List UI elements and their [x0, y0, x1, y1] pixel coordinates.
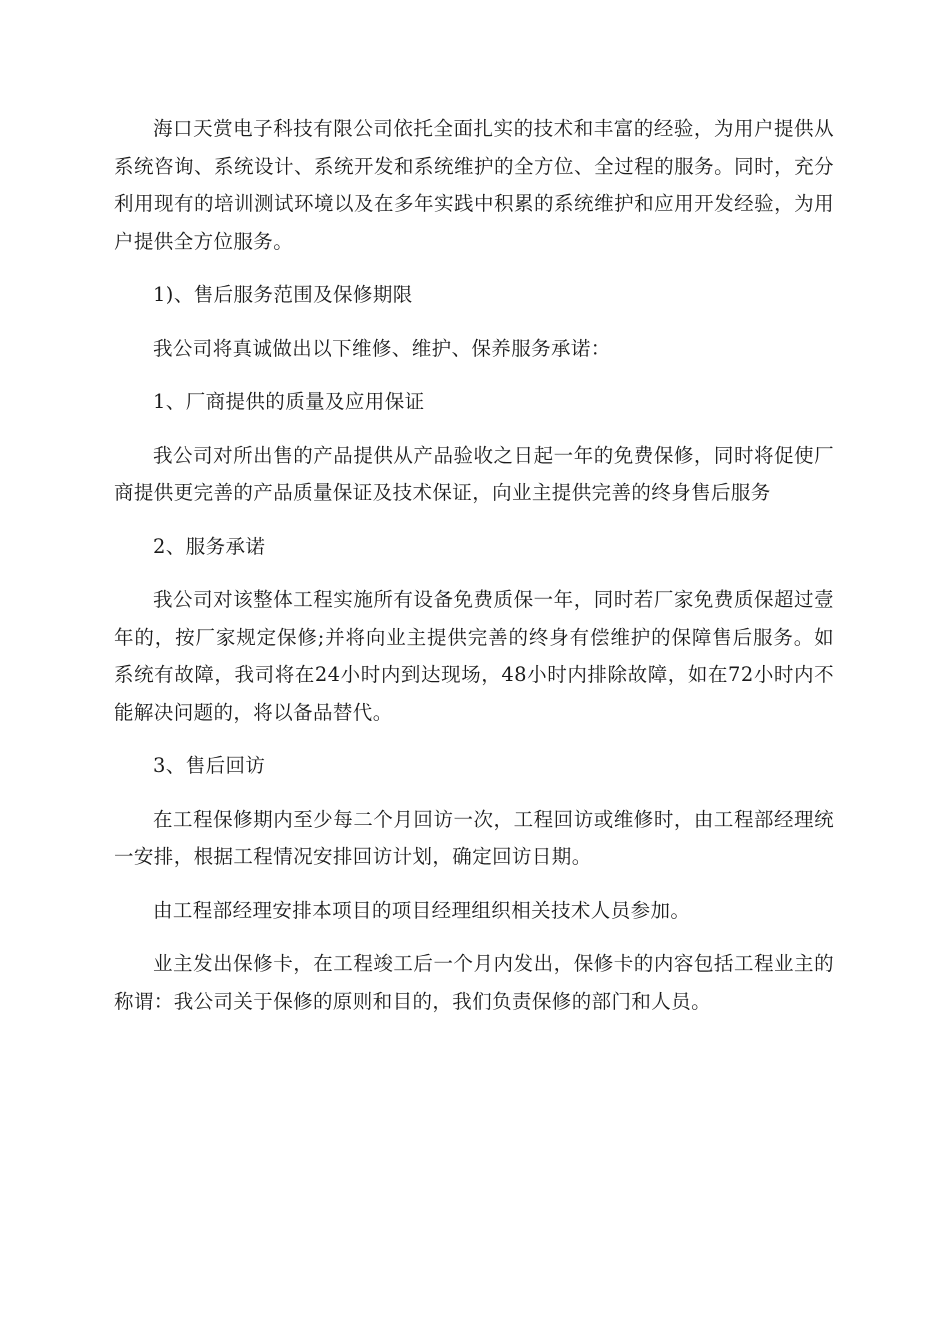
warranty-paragraph: 我公司对所出售的产品提供从产品验收之日起一年的免费保修，同时将促使厂商提供更完善的产品质量保证及技术保证，向业主提供完善的终身售后服务 — [114, 443, 834, 504]
commitment-statement: 我公司将真诚做出以下维修、维护、保养服务承诺： — [153, 336, 611, 360]
service-commitment-paragraph: 我公司对该整体工程实施所有设备免费质保一年，同时若厂家免费质保超过壹年的，按厂家规定保修;并将向业主提供完善的终身有偿维护的保障售后服务。如系统有故障，我司将在24小时内到达现场，48小时内排除故障，如在72小时内不能解决问题的，将以备品替代。 — [114, 588, 834, 724]
subheading-quality-guarantee: 1、厂商提供的质量及应用保证 — [153, 390, 425, 413]
section-heading-service-scope: 1)、售后服务范围及保修期限 — [153, 283, 413, 306]
subheading-after-sales-visit: 3、售后回访 — [153, 754, 266, 777]
document-body — [114, 110, 834, 1036]
subheading-service-commitment: 2、服务承诺 — [153, 534, 266, 558]
visit-staff-paragraph: 由工程部经理安排本项目的项目经理组织相关技术人员参加。 — [153, 898, 691, 922]
intro-paragraph: 海口天赏电子科技有限公司依托全面扎实的技术和丰富的经验，为用户提供从系统咨询、系统设计、系统开发和系统维护的全方位、全过程的服务。同时，充分利用现有的培训测试环境以及在多年实践中积累的系统维护和应用开发经验，为用户提供全方位服务。 — [114, 117, 834, 253]
visit-schedule-paragraph: 在工程保修期内至少每二个月回访一次，工程回访或维修时，由工程部经理统一安排，根据工程情况安排回访计划，确定回访日期。 — [114, 807, 834, 868]
warranty-card-paragraph: 业主发出保修卡，在工程竣工后一个月内发出，保修卡的内容包括工程业主的称谓：我公司关于保修的原则和目的，我们负责保修的部门和人员。 — [114, 952, 834, 1013]
